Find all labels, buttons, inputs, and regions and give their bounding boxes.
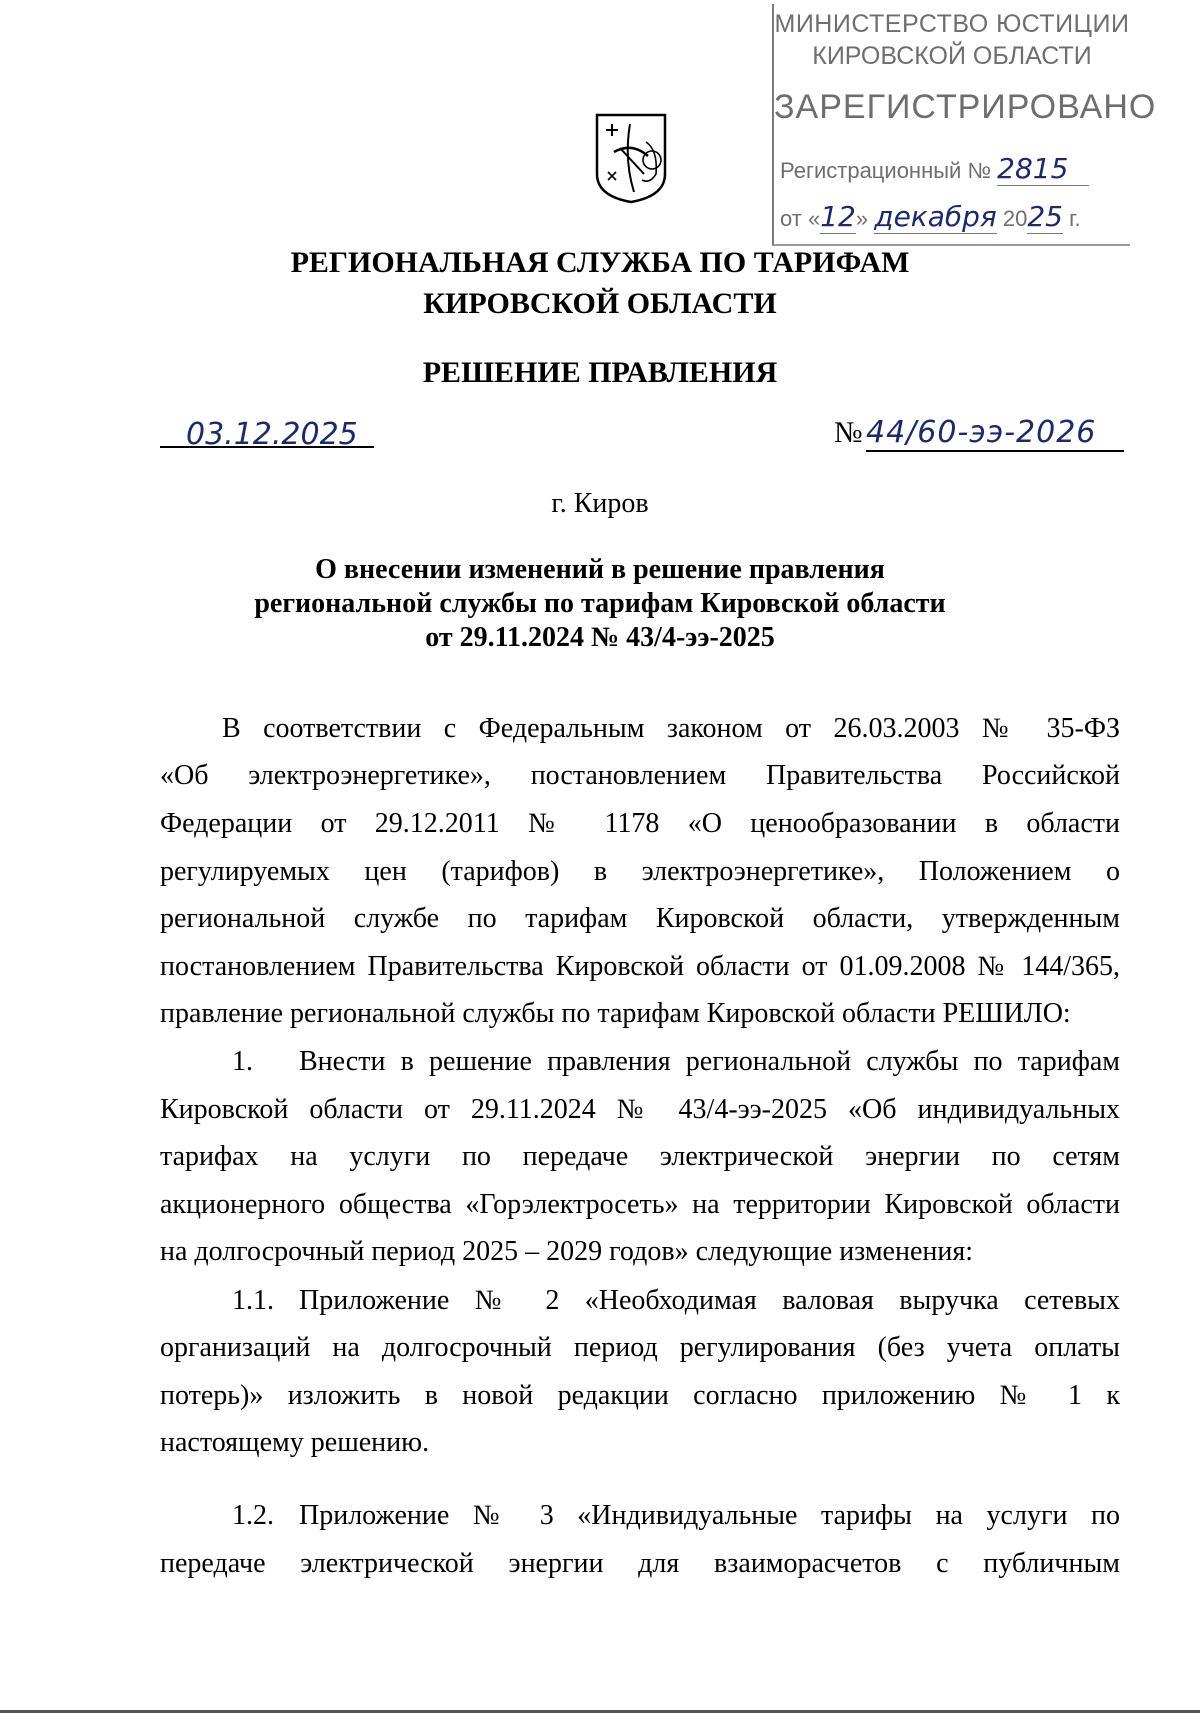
preamble-line: В соответствии с Федеральным законом от 26.03.2003 № 35-ФЗ [222, 713, 1120, 744]
item1-2-line: Приложение № 3 «Индивидуальные тарифы на услуги по [299, 1500, 1120, 1531]
preamble-line: региональной службе по тарифам Кировской области, утвержденным [160, 903, 1120, 934]
stamp-reg-number: 2815 [997, 152, 1069, 185]
stamp-from-label: от « [780, 206, 821, 231]
item1-line: на долгосрочный период 2025 – 2029 годов» следующие изменения: [160, 1236, 974, 1267]
document-type: РЕШЕНИЕ ПРАВЛЕНИЯ [422, 356, 778, 389]
item1-line: тарифах на услуги по передаче электрической энергии по сетям [160, 1141, 1120, 1172]
item-number: 1.2. [232, 1500, 274, 1531]
subject-line1: О внесении изменений в решение правления [315, 554, 885, 585]
preamble-line: правление региональной службы по тарифам Кировской области РЕШИЛО: [160, 998, 1071, 1029]
item1-1-line: Приложение № 2 «Необходимая валовая выручка сетевых [299, 1285, 1120, 1316]
preamble-line: «Об электроэнергетике», постановлением Правительства Российской [160, 760, 1120, 791]
item1-1-line: потерь)» изложить в новой редакции согласно приложению № 1 к [160, 1380, 1120, 1411]
item1-line: Внести в решение правления региональной службы по тарифам [299, 1046, 1120, 1077]
number-sign: № [834, 416, 863, 449]
coat-of-arms-icon [594, 112, 668, 204]
preamble-line: регулируемых цен (тарифов) в электроэнергетике», Положением о [160, 856, 1120, 887]
stamp-registered-line: ЗАРЕГИСТРИРОВАНО [774, 88, 1157, 126]
item1-2-line: передаче электрической энергии для взаиморасчетов с публичным [160, 1548, 1120, 1579]
preamble-line: постановлением Правительства Кировской области от 01.09.2008 № 144/365, [160, 951, 1120, 982]
stamp-month: декабря [874, 200, 997, 233]
subject-line2: региональной службы по тарифам Кировской области [254, 588, 946, 619]
stamp-ministry-line: МИНИСТЕРСТВО ЮСТИЦИИ [774, 10, 1130, 38]
item1-1-line: настоящему решению. [160, 1427, 430, 1458]
subject-line3: от 29.11.2024 № 43/4-ээ-2025 [425, 622, 775, 653]
item1-line: акционерного общества «Горэлектросеть» на территории Кировской области [160, 1189, 1120, 1220]
organization-name-line2: КИРОВСКОЙ ОБЛАСТИ [423, 287, 777, 320]
stamp-region-line: КИРОВСКОЙ ОБЛАСТИ [812, 42, 1092, 70]
decision-number: 44/60-ээ-2026 [866, 415, 1097, 450]
stamp-day: 12 [820, 200, 856, 233]
preamble-line: Федерации от 29.12.2011 № 1178 «О ценообразовании в области [160, 808, 1120, 839]
item-number: 1. [232, 1046, 253, 1077]
stamp-reg-number-row [780, 152, 1089, 186]
stamp-reg-label: Регистрационный № [780, 158, 992, 183]
registration-stamp [772, 4, 1157, 246]
stamp-date-row [780, 200, 1081, 234]
item-number: 1.1. [232, 1285, 274, 1316]
scan-edge-divider [0, 1710, 1200, 1713]
item1-1-line: организаций на долгосрочный период регулирования (без учета оплаты [160, 1332, 1120, 1363]
organization-name-line1: РЕГИОНАЛЬНАЯ СЛУЖБА ПО ТАРИФАМ [290, 246, 910, 279]
stamp-year-prefix: 20 [1002, 206, 1028, 231]
city: г. Киров [551, 488, 649, 519]
stamp-day-close: » [855, 206, 869, 231]
stamp-year-suffix: 25 [1027, 200, 1063, 233]
stamp-year-end: г. [1069, 206, 1081, 231]
decision-date: 03.12.2025 [186, 417, 358, 452]
item1-line: Кировской области от 29.11.2024 № 43/4-ээ-2025 «Об индивидуальных [160, 1094, 1120, 1125]
